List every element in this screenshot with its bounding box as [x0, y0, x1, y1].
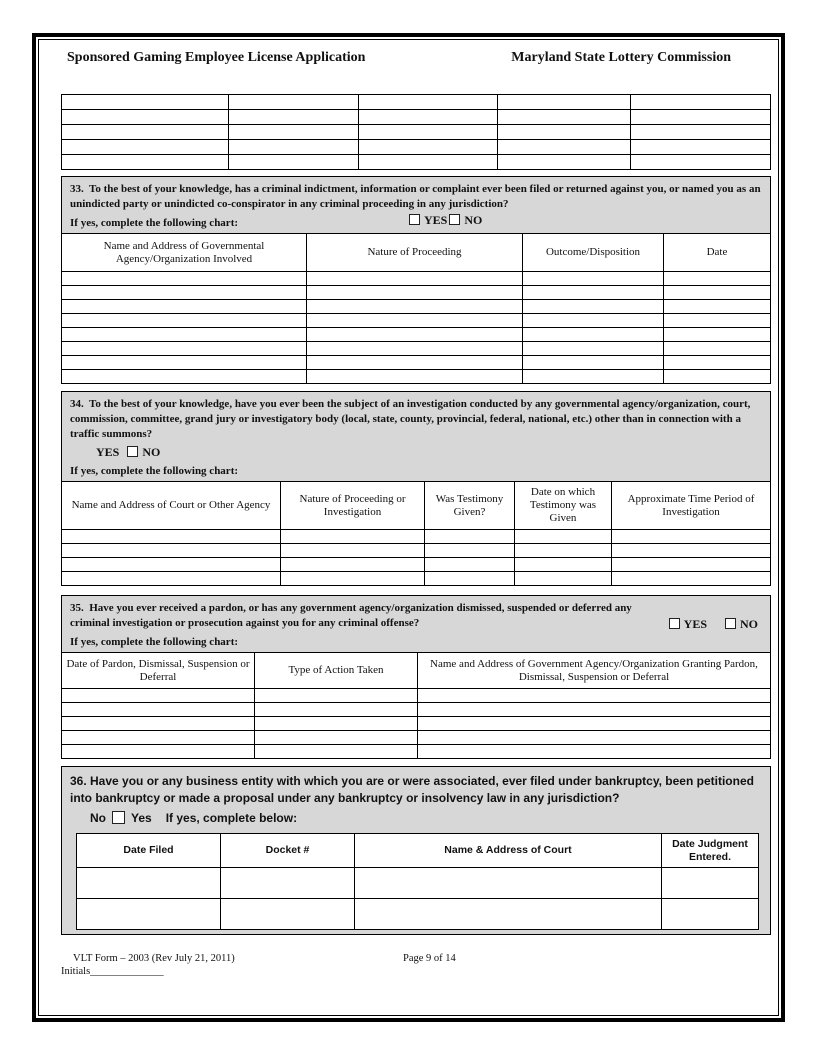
chart-cell[interactable] [662, 868, 759, 899]
chart-cell[interactable] [221, 899, 355, 930]
chart-cell[interactable] [612, 572, 771, 586]
q35-no-checkbox[interactable] [725, 618, 736, 629]
question-36-block [61, 766, 771, 935]
column-header: Name and Address of Governmental Agency/Organization Involved [62, 234, 307, 272]
top-table-row [62, 110, 771, 125]
chart-cell[interactable] [515, 530, 612, 544]
q33-chart [61, 233, 771, 384]
chart-cell[interactable] [62, 155, 229, 170]
chart-cell[interactable] [418, 703, 771, 717]
chart-row [62, 731, 771, 745]
chart-cell[interactable] [255, 689, 418, 703]
q33-if-yes-label: If yes, complete the following chart: [70, 217, 239, 229]
page-border [32, 33, 785, 1022]
section-33 [61, 176, 771, 384]
chart-cell[interactable] [523, 286, 664, 300]
chart-cell[interactable] [523, 272, 664, 286]
chart-cell[interactable] [255, 731, 418, 745]
form-title: Sponsored Gaming Employee License Application [67, 50, 366, 65]
q34-chart-header-row [62, 482, 771, 530]
question-34-yesno [96, 445, 762, 460]
column-header: Date of Pardon, Dismissal, Suspension or Deferral [62, 653, 255, 689]
chart-cell[interactable] [612, 544, 771, 558]
chart-cell[interactable] [664, 314, 771, 328]
chart-cell[interactable] [281, 544, 425, 558]
question-33-block [61, 176, 771, 233]
section-35 [61, 595, 771, 759]
chart-cell[interactable] [281, 572, 425, 586]
q34-no-checkbox[interactable] [127, 446, 138, 457]
question-35-yesno [667, 617, 758, 632]
chart-cell[interactable] [359, 155, 498, 170]
chart-cell[interactable] [62, 544, 281, 558]
chart-cell[interactable] [664, 286, 771, 300]
top-table [61, 94, 771, 170]
chart-row [77, 899, 759, 930]
chart-cell[interactable] [631, 155, 771, 170]
chart-row [62, 286, 771, 300]
column-header: Name & Address of Court [355, 834, 662, 868]
chart-cell[interactable] [498, 125, 631, 140]
agency-title: Maryland State Lottery Commission [511, 50, 731, 65]
section-36 [61, 766, 771, 935]
q34-if-yes-label: If yes, complete the following chart: [70, 465, 239, 477]
chart-cell[interactable] [612, 558, 771, 572]
q35-chart-header-row [62, 653, 771, 689]
chart-row [62, 717, 771, 731]
q34-no-label: NO [142, 445, 161, 459]
column-header: Outcome/Disposition [523, 234, 664, 272]
chart-cell[interactable] [664, 356, 771, 370]
chart-cell[interactable] [221, 868, 355, 899]
chart-cell[interactable] [359, 95, 498, 110]
chart-cell[interactable] [229, 155, 359, 170]
chart-cell[interactable] [62, 717, 255, 731]
question-35-block [61, 595, 771, 652]
chart-cell[interactable] [307, 370, 523, 384]
chart-cell[interactable] [62, 558, 281, 572]
chart-cell[interactable] [515, 544, 612, 558]
chart-cell[interactable] [229, 110, 359, 125]
chart-cell[interactable] [281, 530, 425, 544]
chart-cell[interactable] [77, 868, 221, 899]
chart-cell[interactable] [255, 745, 418, 759]
chart-row [62, 544, 771, 558]
chart-row [62, 314, 771, 328]
chart-cell[interactable] [515, 558, 612, 572]
chart-cell[interactable] [664, 300, 771, 314]
column-header: Approximate Time Period of Investigation [612, 482, 771, 530]
chart-cell[interactable] [523, 314, 664, 328]
q36-yes-checkbox[interactable] [112, 811, 125, 824]
q34-yes-label: YES [96, 445, 120, 459]
column-header: Type of Action Taken [255, 653, 418, 689]
chart-cell[interactable] [612, 530, 771, 544]
chart-cell[interactable] [355, 899, 662, 930]
q35-no-label: NO [740, 617, 758, 631]
q34-chart [61, 481, 771, 586]
section-34 [61, 391, 771, 586]
question-35-text: 35. Have you ever received a pardon, or has any government agency/organization dismissed, suspended or deferred any criminal investigation or prosecution against you for any criminal offense? [70, 602, 635, 629]
chart-cell[interactable] [62, 689, 255, 703]
q35-yes-checkbox[interactable] [669, 618, 680, 629]
chart-cell[interactable] [62, 328, 307, 342]
q36-chart-wrap [70, 825, 762, 930]
chart-cell[interactable] [359, 110, 498, 125]
chart-cell[interactable] [631, 140, 771, 155]
chart-cell[interactable] [631, 125, 771, 140]
chart-cell[interactable] [62, 342, 307, 356]
chart-cell[interactable] [418, 731, 771, 745]
chart-cell[interactable] [62, 745, 255, 759]
column-header: Was Testimony Given? [425, 482, 515, 530]
chart-cell[interactable] [62, 140, 229, 155]
chart-cell[interactable] [307, 356, 523, 370]
chart-cell[interactable] [498, 140, 631, 155]
column-header: Date on which Testimony was Given [515, 482, 612, 530]
chart-cell[interactable] [498, 155, 631, 170]
chart-row [62, 689, 771, 703]
chart-cell[interactable] [62, 530, 281, 544]
page-content [61, 40, 771, 1015]
q33-yes-label: YES [424, 213, 448, 227]
q33-no-label: NO [464, 213, 483, 227]
page-header [61, 40, 771, 66]
chart-cell[interactable] [77, 899, 221, 930]
chart-cell[interactable] [307, 272, 523, 286]
chart-cell[interactable] [307, 328, 523, 342]
q33-no-checkbox[interactable] [449, 214, 460, 225]
column-header: Docket # [221, 834, 355, 868]
chart-cell[interactable] [307, 300, 523, 314]
question-36-text: 36. Have you or any business entity with which you are or were associated, ever filed under bankruptcy, been petitioned into bankruptcy or made a proposal under any bankruptcy or insolvency law in any jurisdiction? [70, 774, 758, 805]
column-header: Name and Address of Court or Other Agency [62, 482, 281, 530]
column-header: Name and Address of Government Agency/Organization Granting Pardon, Dismissal, Suspension or Deferral [418, 653, 771, 689]
chart-cell[interactable] [498, 95, 631, 110]
chart-row [62, 356, 771, 370]
chart-cell[interactable] [255, 717, 418, 731]
chart-cell[interactable] [523, 356, 664, 370]
chart-cell[interactable] [664, 342, 771, 356]
top-table-row [62, 155, 771, 170]
column-header: Date Filed [77, 834, 221, 868]
q36-if-yes-label: If yes, complete below: [165, 811, 298, 825]
column-header: Date Judgment Entered. [662, 834, 759, 868]
q35-chart [61, 652, 771, 759]
chart-row [62, 530, 771, 544]
chart-cell[interactable] [62, 731, 255, 745]
chart-row [62, 342, 771, 356]
top-table-row [62, 125, 771, 140]
chart-row [62, 703, 771, 717]
chart-cell[interactable] [62, 370, 307, 384]
chart-cell[interactable] [523, 328, 664, 342]
chart-row [62, 572, 771, 586]
column-header: Nature of Proceeding or Investigation [281, 482, 425, 530]
chart-row [62, 745, 771, 759]
chart-cell[interactable] [418, 717, 771, 731]
chart-cell[interactable] [62, 703, 255, 717]
chart-cell[interactable] [425, 558, 515, 572]
chart-cell[interactable] [523, 300, 664, 314]
chart-cell[interactable] [62, 286, 307, 300]
page-footer [61, 953, 771, 977]
chart-cell[interactable] [62, 300, 307, 314]
column-header: Date [664, 234, 771, 272]
chart-cell[interactable] [664, 328, 771, 342]
chart-cell[interactable] [359, 140, 498, 155]
chart-cell[interactable] [664, 272, 771, 286]
chart-cell[interactable] [62, 95, 229, 110]
question-34-block [61, 391, 771, 481]
chart-row [62, 558, 771, 572]
chart-cell[interactable] [631, 110, 771, 125]
chart-cell[interactable] [229, 125, 359, 140]
chart-row [77, 868, 759, 899]
q35-yes-label: YES [683, 617, 707, 631]
page-number: Page 9 of 14 [403, 953, 456, 964]
chart-cell[interactable] [523, 370, 664, 384]
chart-row [62, 272, 771, 286]
chart-cell[interactable] [255, 703, 418, 717]
top-table-row [62, 140, 771, 155]
chart-cell[interactable] [418, 745, 771, 759]
initials-line[interactable]: Initials______________ [61, 966, 164, 977]
chart-cell[interactable] [62, 572, 281, 586]
q36-yes-label: Yes [131, 811, 152, 825]
chart-cell[interactable] [62, 314, 307, 328]
chart-cell[interactable] [418, 689, 771, 703]
chart-row [62, 300, 771, 314]
question-36-yesno [90, 811, 762, 825]
chart-cell[interactable] [631, 95, 771, 110]
question-33-text: 33. To the best of your knowledge, has a criminal indictment, information or complaint ever been filed or returned against you, or named you as an unindicted party or unindicted co-conspirator in any criminal proceeding in any jurisdiction? [70, 183, 764, 210]
form-id: VLT Form – 2003 (Rev July 21, 2011) [73, 953, 235, 964]
q33-chart-header-row [62, 234, 771, 272]
chart-cell[interactable] [425, 530, 515, 544]
question-33-yesno [407, 213, 482, 228]
column-header: Nature of Proceeding [307, 234, 523, 272]
chart-cell[interactable] [425, 572, 515, 586]
top-table-row [62, 95, 771, 110]
chart-cell[interactable] [62, 110, 229, 125]
chart-cell[interactable] [523, 342, 664, 356]
chart-cell[interactable] [229, 95, 359, 110]
chart-cell[interactable] [229, 140, 359, 155]
chart-row [62, 328, 771, 342]
chart-cell[interactable] [307, 342, 523, 356]
chart-cell[interactable] [307, 314, 523, 328]
chart-cell[interactable] [62, 272, 307, 286]
question-34-text: 34. To the best of your knowledge, have you ever been the subject of an investigation conducted by any governmental agency/organization, court, commission, committee, grand jury or investigatory body (local, state, county, provincial, federal, national, etc.) other than in connection with a traffic summons? [70, 398, 754, 440]
chart-cell[interactable] [62, 125, 229, 140]
chart-cell[interactable] [355, 868, 662, 899]
chart-cell[interactable] [359, 125, 498, 140]
chart-cell[interactable] [307, 286, 523, 300]
chart-cell[interactable] [515, 572, 612, 586]
q33-yes-checkbox[interactable] [409, 214, 420, 225]
page-border-inner [38, 39, 779, 1016]
q36-chart-header-row [77, 834, 759, 868]
chart-cell[interactable] [664, 370, 771, 384]
chart-cell[interactable] [62, 356, 307, 370]
chart-cell[interactable] [498, 110, 631, 125]
q36-no-label: No [90, 811, 106, 825]
chart-cell[interactable] [662, 899, 759, 930]
chart-row [62, 370, 771, 384]
q35-if-yes-label: If yes, complete the following chart: [70, 636, 239, 648]
chart-cell[interactable] [425, 544, 515, 558]
q36-chart [76, 833, 759, 930]
chart-cell[interactable] [281, 558, 425, 572]
